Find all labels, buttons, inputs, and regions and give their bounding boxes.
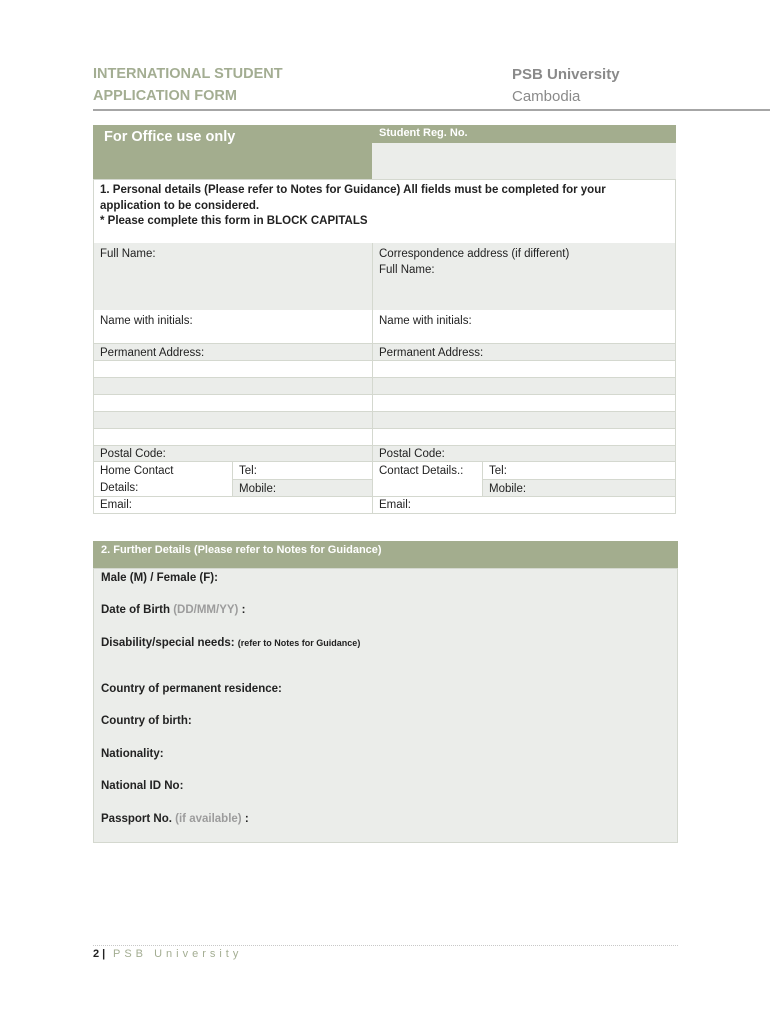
home-contact-label: Home Contact bbox=[100, 465, 174, 477]
form-title-line1: INTERNATIONAL STUDENT bbox=[93, 66, 283, 82]
email-label-right: Email: bbox=[379, 499, 411, 511]
disability-note: (refer to Notes for Guidance) bbox=[237, 638, 361, 648]
divider bbox=[93, 411, 676, 412]
country-residence-label: Country of permanent residence: bbox=[101, 683, 282, 695]
passport-colon: : bbox=[244, 813, 249, 825]
initials-label-right: Name with initials: bbox=[379, 315, 472, 327]
address-line-left-1[interactable] bbox=[94, 361, 372, 377]
form-title-line2: APPLICATION FORM bbox=[93, 88, 237, 104]
postal-code-label-right: Postal Code: bbox=[379, 448, 445, 460]
office-use-label: For Office use only bbox=[104, 129, 236, 145]
dob-colon: : bbox=[241, 604, 246, 616]
address-line-right-2[interactable] bbox=[373, 378, 675, 394]
divider bbox=[93, 428, 676, 429]
postal-code-label-left: Postal Code: bbox=[100, 448, 166, 460]
national-id-label: National ID No: bbox=[101, 780, 184, 792]
passport-note: (if available) bbox=[175, 813, 242, 825]
reg-no-field[interactable] bbox=[372, 143, 676, 179]
correspondence-full-name-label: Full Name: bbox=[379, 264, 435, 276]
dob-label-row bbox=[101, 602, 245, 618]
page-number: 2 | bbox=[93, 948, 106, 960]
divider bbox=[372, 243, 373, 514]
address-line-left-2[interactable] bbox=[94, 378, 372, 394]
dob-label: Date of Birth bbox=[101, 604, 170, 616]
address-line-left-3[interactable] bbox=[94, 395, 372, 411]
footer-university-name: PSB University bbox=[113, 948, 243, 960]
full-name-label: Full Name: bbox=[100, 248, 156, 260]
address-line-right-3[interactable] bbox=[373, 395, 675, 411]
tel-label-right: Tel: bbox=[489, 465, 507, 477]
divider bbox=[483, 479, 676, 480]
block-capitals-note: * Please complete this form in BLOCK CAPITALS bbox=[100, 215, 368, 227]
gender-label: Male (M) / Female (F): bbox=[101, 572, 218, 584]
address-line-left-5[interactable] bbox=[94, 429, 372, 445]
country-birth-label: Country of birth: bbox=[101, 715, 192, 727]
mobile-label-left: Mobile: bbox=[239, 483, 277, 495]
address-line-right-4[interactable] bbox=[373, 412, 675, 428]
nationality-label: Nationality: bbox=[101, 748, 164, 760]
passport-label: Passport No. bbox=[101, 813, 172, 825]
further-details-header bbox=[93, 541, 678, 568]
divider bbox=[93, 377, 676, 378]
initials-label-left: Name with initials: bbox=[100, 315, 193, 327]
address-line-left-4[interactable] bbox=[94, 412, 372, 428]
permanent-address-label-right: Permanent Address: bbox=[379, 347, 484, 359]
divider bbox=[233, 479, 372, 480]
footer-divider bbox=[93, 945, 678, 947]
disability-label-row bbox=[101, 635, 360, 651]
home-contact-details-label: Details: bbox=[100, 482, 139, 494]
passport-label-row bbox=[101, 811, 249, 827]
divider bbox=[93, 360, 676, 361]
permanent-address-label-left: Permanent Address: bbox=[100, 347, 205, 359]
contact-details-label: Contact Details.: bbox=[379, 465, 464, 477]
address-line-right-5[interactable] bbox=[373, 429, 675, 445]
header-divider bbox=[93, 109, 770, 111]
reg-no-header bbox=[372, 125, 676, 143]
address-line-right-1[interactable] bbox=[373, 361, 675, 377]
personal-details-heading: 1. Personal details (Please refer to Notes for Guidance) All fields must be completed for your application to be considered. bbox=[100, 184, 606, 212]
correspondence-label: Correspondence address (if different) bbox=[379, 248, 570, 260]
divider bbox=[93, 394, 676, 395]
office-use-panel bbox=[93, 125, 372, 179]
disability-label: Disability/special needs: bbox=[101, 637, 235, 649]
further-details-heading: 2. Further Details (Please refer to Notes for Guidance) bbox=[101, 544, 382, 556]
tel-label-left: Tel: bbox=[239, 465, 257, 477]
reg-no-label: Student Reg. No. bbox=[379, 127, 468, 139]
dob-format: (DD/MM/YY) bbox=[173, 604, 239, 616]
mobile-label-right: Mobile: bbox=[489, 483, 527, 495]
email-label-left: Email: bbox=[100, 499, 132, 511]
university-country: Cambodia bbox=[512, 88, 581, 105]
university-name: PSB University bbox=[512, 66, 620, 83]
divider bbox=[93, 461, 676, 462]
